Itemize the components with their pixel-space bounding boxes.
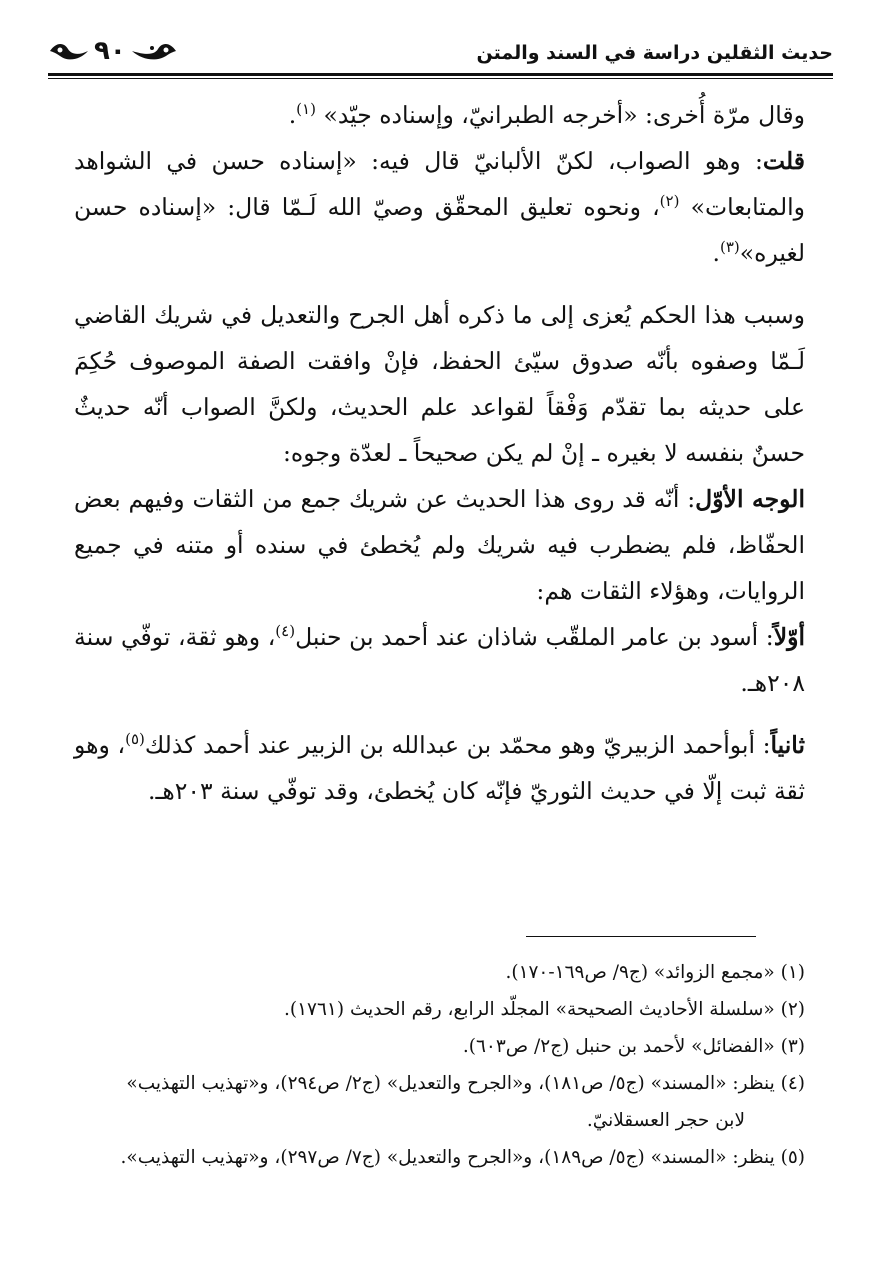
paragraph-6-text-b: ، وهو ثقة ثبت إلّا في حديث الثوريّ فإنّه كان يُخطئ، وقد توفّي سنة ٢٠٣هـ.: [74, 731, 805, 805]
book-title: حديث الثقلين دراسة في السند والمتن: [476, 42, 833, 64]
right-flourish-icon: [130, 40, 178, 62]
footnote-1: (١) «مجمع الزوائد» (ج٩/ ص١٦٩-١٧٠).: [505, 962, 805, 983]
main-text: [74, 92, 805, 814]
paragraph-5-text-b: ، وهو ثقة، توفّي سنة ٢٠٨هـ.: [74, 623, 805, 697]
footnote-4: (٤) ينظر: «المسند» (ج٥/ ص١٨١)، و«الجرح والتعديل» (ج٢/ ص٢٩٤)، و«تهذيب التهذيب»: [126, 1073, 805, 1094]
footnote-ref-1: (١): [296, 100, 316, 119]
paragraph-5-lead: أوّلاً: [773, 623, 805, 651]
paragraph-2-text-a: : وهو الصواب، لكنّ الألبانيّ قال فيه: «إسناده حسن في الشواهد والمتابعات»: [74, 147, 805, 221]
paragraph-1: [74, 92, 805, 138]
header-rule-thick: [48, 73, 833, 76]
page-number-ornament: [48, 36, 178, 66]
footnote-3: (٣) «الفضائل» لأحمد بن حنبل (ج٢/ ص٦٠٣).: [462, 1036, 805, 1057]
paragraph-5: [74, 614, 805, 706]
paragraph-4-lead: الوجه الأوّل: [695, 485, 805, 513]
footnote-ref-2: (٢): [659, 192, 680, 211]
left-flourish-icon: [48, 40, 90, 62]
paragraph-4-text: : أنّه قد روى هذا الحديث عن شريك جمع من الثقات وفيهم بعض الحفّاظ، فلم يضطرب فيه شريك ولم يُخطئ في سنده أو متنه في جميع الروايات، وهؤلاء الثقات هم:: [74, 485, 805, 605]
footnote-ref-5: (٥): [125, 730, 145, 749]
paragraph-5-text-a: : أسود بن عامر الملقّب شاذان عند أحمد بن حنبل: [295, 623, 774, 651]
footnote-2: (٢) «سلسلة الأحاديث الصحيحة» المجلّد الرابع، رقم الحديث (١٧٦١).: [284, 999, 805, 1020]
footnote-5: (٥) ينظر: «المسند» (ج٥/ ص١٨٩)، و«الجرح والتعديل» (ج٧/ ص٢٩٧)، و«تهذيب التهذيب».: [120, 1147, 805, 1168]
paragraph-1-end: .: [288, 101, 297, 129]
paragraph-6: [74, 722, 805, 814]
footnote-4-continuation: لابن حجر العسقلانيّ.: [586, 1110, 745, 1131]
footnote-separator: [526, 936, 756, 937]
footnotes: [74, 954, 805, 1176]
paragraph-6-lead: ثانياً: [770, 731, 806, 759]
paragraph-2-text-b: ، ونحوه تعليق المحقّق وصيّ الله لَـمّا قال: «إسناده حسن لغيره»: [74, 193, 805, 267]
page-number: ٩٠: [94, 36, 126, 66]
running-header: [48, 34, 833, 78]
paragraph-1-text: وقال مرّة أُخرى: «أخرجه الطبرانيّ، وإسناده جيّد»: [323, 101, 805, 129]
footnote-ref-3: (٣): [719, 238, 740, 257]
paragraph-2: [74, 138, 805, 276]
footnote-ref-4: (٤): [275, 622, 296, 641]
paragraph-6-text-a: : أبوأحمد الزبيريّ وهو محمّد بن عبدالله بن الزبير عند أحمد كذلك: [144, 731, 771, 759]
paragraph-3: وسبب هذا الحكم يُعزى إلى ما ذكره أهل الجرح والتعديل في شريك القاضي لَـمّا وصفوه بأنّه صدوق سيّئ الحفظ، فإنْ وافقت الصفة الموصوف حُكِمَ على حديثه بما تقدّم وَفْقاً لقواعد علم الحديث، ولكنَّ الصواب أنّه حديثٌ حسنٌ بنفسه لا بغيره ـ إنْ لم يكن صحيحاً ـ لعدّة وجوه:: [74, 301, 805, 467]
paragraph-4: [74, 476, 805, 614]
paragraph-2-lead: قلت: [762, 147, 805, 175]
header-rule-thin: [48, 78, 833, 79]
paragraph-2-end: .: [712, 239, 720, 267]
